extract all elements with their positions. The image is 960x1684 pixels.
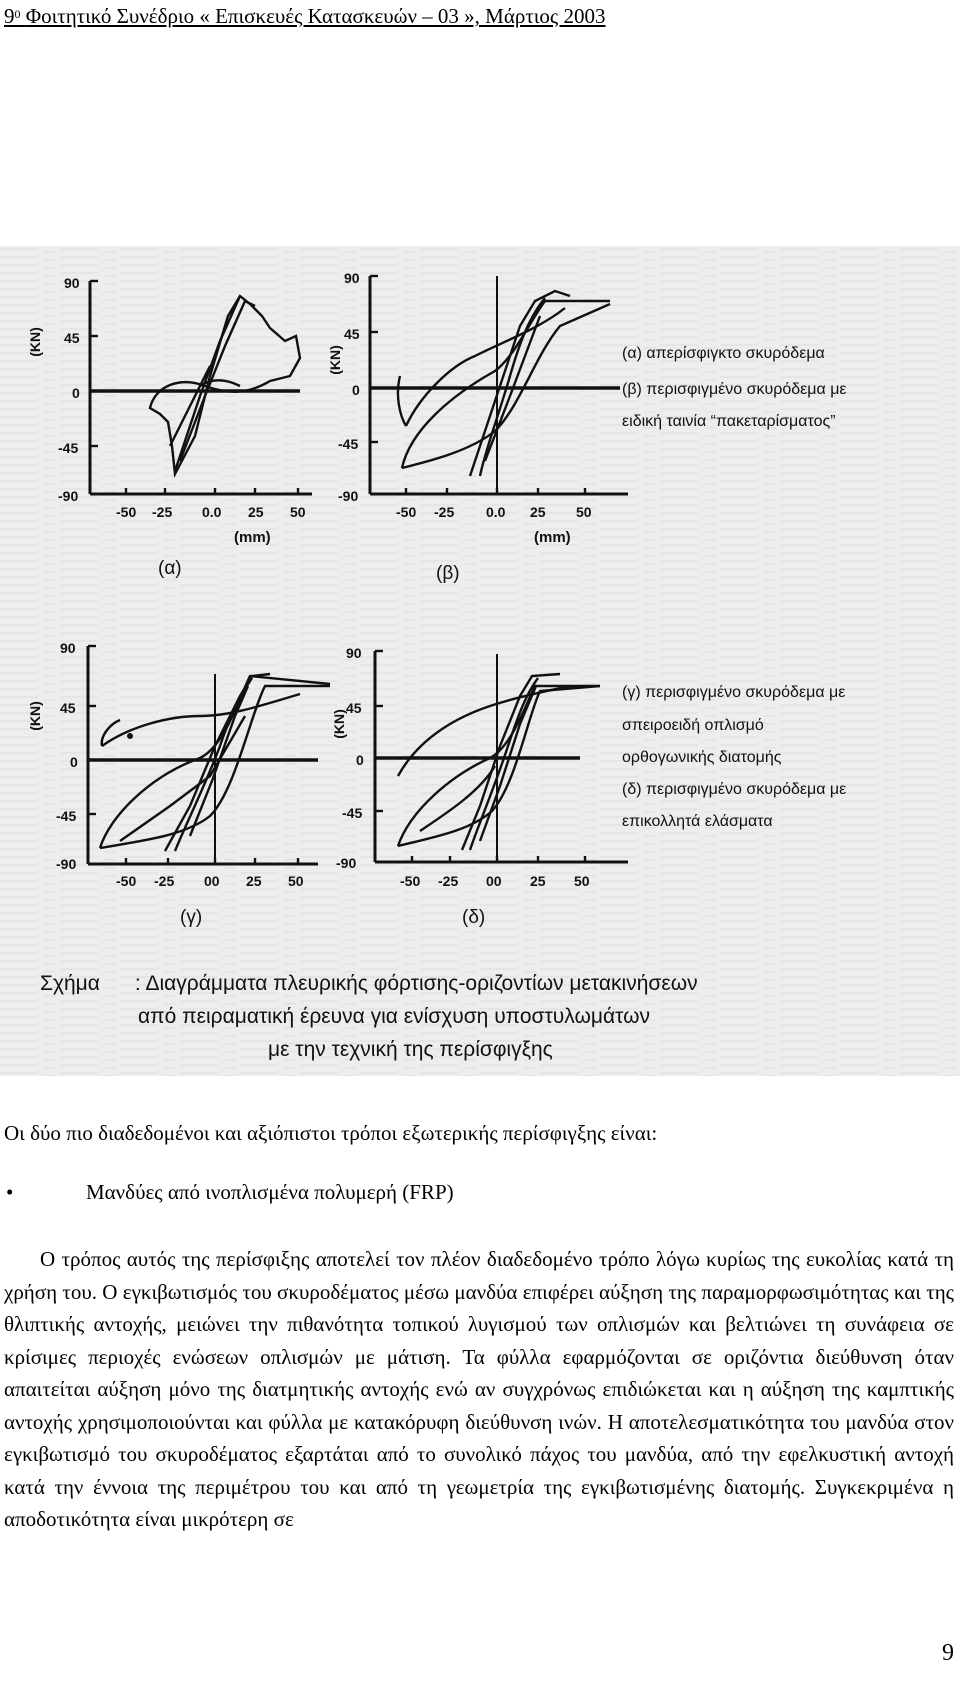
gamma-ytick-m45: -45 <box>56 808 77 824</box>
legend-gamma-2: σπειροειδή οπλισμό <box>622 717 764 734</box>
alpha-ytick-90: 90 <box>64 275 80 291</box>
legend-beta-1: (β) περισφιγμένο σκυρόδεμα με <box>622 381 847 398</box>
gamma-ytick-m90: -90 <box>56 856 77 872</box>
delta-ylabel: (KN) <box>331 709 347 739</box>
gamma-xtick-m50: -50 <box>116 873 137 889</box>
superscript: 0 <box>14 7 21 21</box>
legend-gamma-1: (γ) περισφιγμένο σκυρόδεμα με <box>622 684 846 701</box>
body-paragraph: Ο τρόπος αυτός της περίσφιξης αποτελεί τον πλέον διαδεδομένο τρόπο λόγω κυρίως της ευκολίας κατά τη χρήση του. Ο εγκιβωτισμός του σκυροδέματος μέσω μανδύα επιφέρει αύξηση της παραμορφωσιμότητας και της θλιπτικής αντοχής, μειώνει την πιθανότητα τοπικού λυγισμού των οπλισμών και βελτιώνει τη συνάφεια σε κρίσιμες περιοχές ενώσεων οπλισμών με μάτιση. Τα φύλλα εφαρμόζονται σε οριζόντια διεύθυνση όταν απαιτείται αύξηση μόνο της διατμητικής αντοχής ενώ αν συγχρόνως επιδιώκεται και η αύξηση της καμπτικής αντοχής χρησιμοποιούνται και φύλλα με κατακόρυφη διεύθυνση ινών. Η αποτελεσματικότητα του μανδύα στον εγκιβωτισμό του σκυροδέματος εξαρτάται από το συνολικό πάχος του μανδύα, από την εφελκυστική αντοχή κατά την έννοια της περιμέτρου του και από τη γεωμετρία της εγκιβωτισμένης διατομής. Συγκεκριμένα η αποδοτικότητα είναι μικρότερη σε <box>4 1247 954 1531</box>
delta-ytick-0: 0 <box>356 752 364 768</box>
delta-ytick-90: 90 <box>346 645 362 661</box>
legend-alpha: (α) απερίσφιγκτο σκυρόδεμα <box>622 345 825 362</box>
delta-xtick-0: 00 <box>486 873 502 889</box>
bullet-item: Μανδύες από ινοπλισμένα πολυμερή (FRP) <box>86 1180 454 1204</box>
delta-xtick-50: 50 <box>574 873 590 889</box>
intro-paragraph: Οι δύο πιο διαδεδομένοι και αξιόπιστοι τρόποι εξωτερικής περίσφιγξης είναι: <box>4 1121 658 1145</box>
legend-gamma-3: ορθογωνικής διατομής <box>622 749 782 766</box>
page-header <box>4 3 606 29</box>
beta-ytick-0: 0 <box>352 382 360 398</box>
beta-ytick-90: 90 <box>344 270 360 286</box>
gamma-xtick-25: 25 <box>246 873 262 889</box>
legend-delta-2: επικολλητά ελάσματα <box>622 813 773 830</box>
alpha-xtick-0: 0.0 <box>202 504 222 520</box>
beta-xtick-0: 0.0 <box>486 504 506 520</box>
delta-xtick-m50: -50 <box>400 873 421 889</box>
caption-line-3: με την τεχνική της περίσφιγξης <box>268 1038 553 1061</box>
gamma-ytick-45: 45 <box>60 700 76 716</box>
alpha-ytick-m45: -45 <box>58 440 79 456</box>
delta-xtick-25: 25 <box>530 873 546 889</box>
panel-label-beta: (β) <box>436 563 460 584</box>
panel-label-gamma: (γ) <box>180 907 203 928</box>
gamma-ylabel: (KN) <box>27 701 43 731</box>
beta-ytick-45: 45 <box>344 326 360 342</box>
panel-label-alpha: (α) <box>158 558 182 579</box>
legend-beta-2: ειδική ταινία “πακεταρίσματος” <box>622 413 836 430</box>
alpha-ytick-45: 45 <box>64 330 80 346</box>
stray-dot <box>127 733 133 739</box>
caption-line-1: Σχήμα : Διαγράμματα πλευρικής φόρτισης-οριζοντίων μετακινήσεων <box>40 972 698 995</box>
gamma-ytick-0: 0 <box>70 754 78 770</box>
delta-xtick-m25: -25 <box>438 873 459 889</box>
beta-ytick-m45: -45 <box>338 436 359 452</box>
alpha-ylabel: (KN) <box>27 327 43 357</box>
conference-number: 9 <box>4 4 15 28</box>
gamma-xtick-50: 50 <box>288 873 304 889</box>
alpha-ytick-m90: -90 <box>58 488 79 504</box>
delta-ytick-45: 45 <box>346 700 362 716</box>
beta-xlabel: (mm) <box>534 529 571 546</box>
beta-ytick-m90: -90 <box>338 488 359 504</box>
bullet-symbol: • <box>6 1180 14 1204</box>
delta-ytick-m45: -45 <box>342 805 363 821</box>
beta-ylabel: (KN) <box>327 345 343 375</box>
beta-xtick-25: 25 <box>530 504 546 520</box>
caption-line-2: από πειραματική έρευνα για ενίσχυση υποστυλωμάτων <box>138 1005 651 1028</box>
alpha-ytick-0: 0 <box>72 385 80 401</box>
gamma-xtick-0: 00 <box>204 873 220 889</box>
alpha-xtick-25: 25 <box>248 504 264 520</box>
legend-delta-1: (δ) περισφιγμένο σκυρόδεμα με <box>622 781 847 798</box>
beta-xtick-50: 50 <box>576 504 592 520</box>
alpha-xtick-m50: -50 <box>116 504 137 520</box>
delta-ytick-m90: -90 <box>336 855 357 871</box>
hysteresis-figure <box>0 246 960 1076</box>
beta-xtick-m50: -50 <box>396 504 417 520</box>
header-title: Φοιτητικό Συνέδριο « Επισκευές Κατασκευών – 03 », Μάρτιος 2003 <box>25 4 606 28</box>
alpha-xtick-50: 50 <box>290 504 306 520</box>
page-number: 9 <box>942 1640 954 1666</box>
beta-xtick-m25: -25 <box>434 504 455 520</box>
gamma-xtick-m25: -25 <box>154 873 175 889</box>
panel-label-delta: (δ) <box>462 907 486 928</box>
alpha-xlabel: (mm) <box>234 529 271 546</box>
gamma-ytick-90: 90 <box>60 640 76 656</box>
alpha-xtick-m25: -25 <box>152 504 173 520</box>
